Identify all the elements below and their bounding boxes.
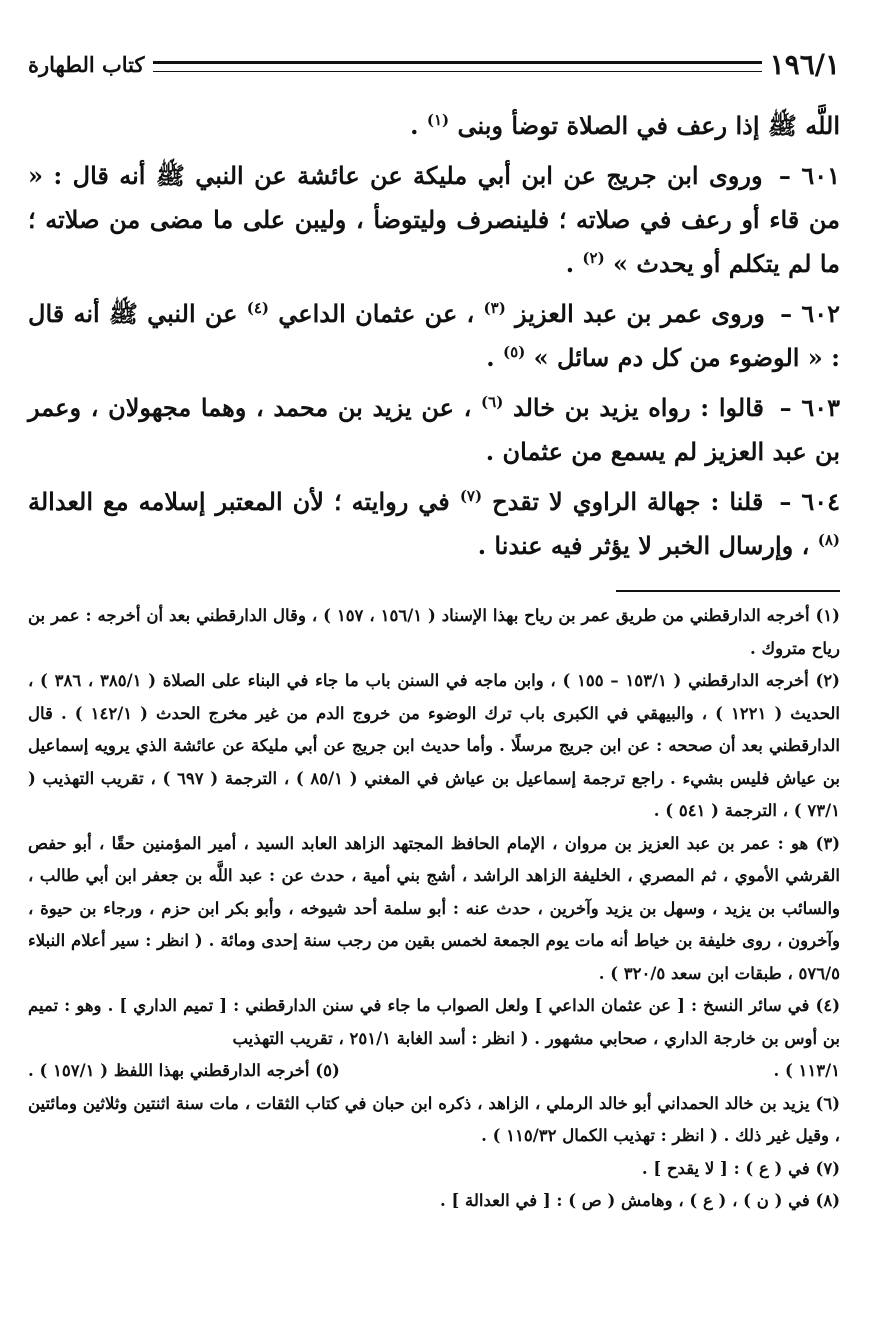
paragraph-continuation	[28, 104, 840, 148]
book-title: كتاب الطهارة	[28, 51, 145, 77]
paragraph-number: ٦٠١ –	[778, 161, 840, 190]
paragraph-text: ، عن يزيد بن محمد ، وهما مجهولان ، وعمر بن عبد العزيز لم يسمع من عثمان .	[28, 393, 840, 466]
paragraph-number: ٦٠٤ –	[779, 487, 841, 516]
footnote-2: (٢) أخرجه الدارقطني ( ١٥٣/١ – ١٥٥ ) ، وابن ماجه في السنن باب ما جاء في البناء على الصلاة ( ٣٨٥/١ ، ٣٨٦ ) ، الحديث ( ١٢٢١ ) ، والبيهقي في الكبرى باب ترك الوضوء من خروج الدم من غير مخرج الحدث ( ١٤٢/١ ) . قال الدارقطني بعد أن صححه : عن ابن جريج مرسلًا . وأما حديث ابن جريج عن أبي مليكة عن عائشة الذي يرويه إسماعيل بن عياش فليس بشيء . راجع ترجمة إسماعيل بن عياش في المغني ( ٨٥/١ ) ، الترجمة ( ٦٩٧ ) ، تقريب التهذيب ( ٧٣/١ ) ، الترجمة ( ٥٤١ ) .	[28, 671, 841, 820]
paragraph-601	[28, 154, 840, 286]
footnote-ref: (٥)	[503, 343, 526, 361]
paragraph-602	[28, 292, 840, 380]
page-header	[28, 38, 840, 90]
paragraph-603	[28, 386, 840, 474]
paragraph-number: ٦٠٣ –	[779, 393, 840, 422]
footnote-row	[28, 1055, 840, 1088]
footnotes	[28, 600, 840, 1218]
footnote-ref: (٣)	[483, 299, 506, 317]
paragraph-text: اللَّه ﷺ إذا رعف في الصلاة توضأ وبنى	[457, 111, 840, 140]
footnote-3: (٣) هو : عمر بن عبد العزيز بن مروان ، الإمام الحافظ المجتهد الزاهد العابد السيد ، أمير المؤمنين حقًا ، أبو حفص القرشي الأموي ، ثم المصري ، الخليفة الزاهد الراشد ، أشج بني أمية ، حدث عن : عبد اللَّه بن جعفر ابن أبي طالب ، والسائب بن يزيد ، وسهل بن يزيد وآخرين ، حدث عنه : أبو سلمة أحد شيوخه ، وأبو بكر ابن حزم ، ورجاء بن حيوة ، وآخرون ، روى خليفة بن خياط أنه مات يوم الجمعة لخمس بقين من رجب سنة إحدى ومائة . ( انظر : سير أعلام النبلاء ٥٧٦/٥ ، طبقات ابن سعد ٣٢٠/٥ ) .	[28, 833, 840, 983]
paragraph-604	[28, 480, 840, 568]
paragraph-text: عن النبي ﷺ أنه قال : « الوضوء من كل دم سائل »	[28, 299, 840, 372]
footnote-7: (٧) في ( ع ) : [ لا يقدح ] .	[641, 1158, 840, 1178]
page-number: ١٩٦/١	[769, 47, 840, 81]
footnote-8: (٨) في ( ن ) ، ( ع ) ، وهامش ( ص ) : [ في العدالة ] .	[439, 1191, 840, 1210]
footnote-ref: (١)	[426, 111, 450, 129]
footnote-4: (٤) في سائر النسخ : [ عن عثمان الداعي ] ولعل الصواب ما جاء في سنن الدارقطني : [ تميم الداري ] . وهو : تميم بن أوس بن خارجة الداري ، صحابي مشهور . ( انظر : أسد الغابة ٢٥١/١ ، تقريب التهذيب	[28, 996, 840, 1048]
paragraph-text: ، وإرسال الخبر لا يؤثر فيه عندنا .	[477, 531, 818, 560]
footnote-6: (٦) يزيد بن خالد الحمداني أبو خالد الرملي ، الزاهد ، ذكره ابن حبان في كتاب الثقات ، مات سنة اثنتين وثلاثين ومائتين ، وقيل غير ذلك . ( انظر : تهذيب الكمال ١١٥/٣٢ ) .	[28, 1093, 840, 1145]
main-text	[28, 104, 840, 568]
paragraph-text: في روايته ؛ لأن المعتبر إسلامه مع العدالة	[28, 487, 460, 516]
paragraph-text: قالوا : رواه يزيد بن خالد	[513, 393, 764, 422]
footnote-ref: (٤)	[246, 299, 269, 317]
paragraph-text: قلنا : جهالة الراوي لا تقدح	[492, 487, 764, 516]
footnote-4-end: ١١٣/١ ) .	[773, 1061, 840, 1080]
footnote-divider	[616, 590, 840, 592]
paragraph-text: وروى عمر بن عبد العزيز	[515, 299, 765, 328]
footnote-ref: (٢)	[582, 249, 605, 267]
footnote-ref: (٦)	[481, 393, 504, 411]
footnote-5: (٥) أخرجه الدارقطني بهذا اللفظ ( ١٥٧/١ ) .	[28, 1061, 340, 1080]
paragraph-end: .	[410, 111, 427, 140]
paragraph-end: .	[565, 249, 583, 278]
footnote-ref: (٧)	[459, 487, 483, 505]
paragraph-text: وروى ابن جريج عن ابن أبي مليكة عن عائشة عن النبي ﷺ أنه قال : « من قاء أو رعف في صلاته ؛ فلينصرف وليتوضأ ، وليبن على ما مضى من صلاته ؛ ما لم يتكلم أو يحدث »	[28, 161, 840, 278]
footnote-1: (١) أخرجه الدارقطني من طريق عمر بن رياح بهذا الإسناد ( ١٥٦/١ ، ١٥٧ ) ، وقال الدارقطني بعد أن أخرجه : عمر بن رياح متروك .	[28, 606, 840, 658]
footnote-ref: (٨)	[817, 531, 840, 549]
header-rule	[153, 61, 762, 72]
paragraph-number: ٦٠٢ –	[780, 299, 841, 328]
document-page	[28, 38, 840, 1328]
paragraph-text: ، عن عثمان الداعي	[278, 299, 484, 328]
paragraph-end: .	[486, 343, 504, 372]
